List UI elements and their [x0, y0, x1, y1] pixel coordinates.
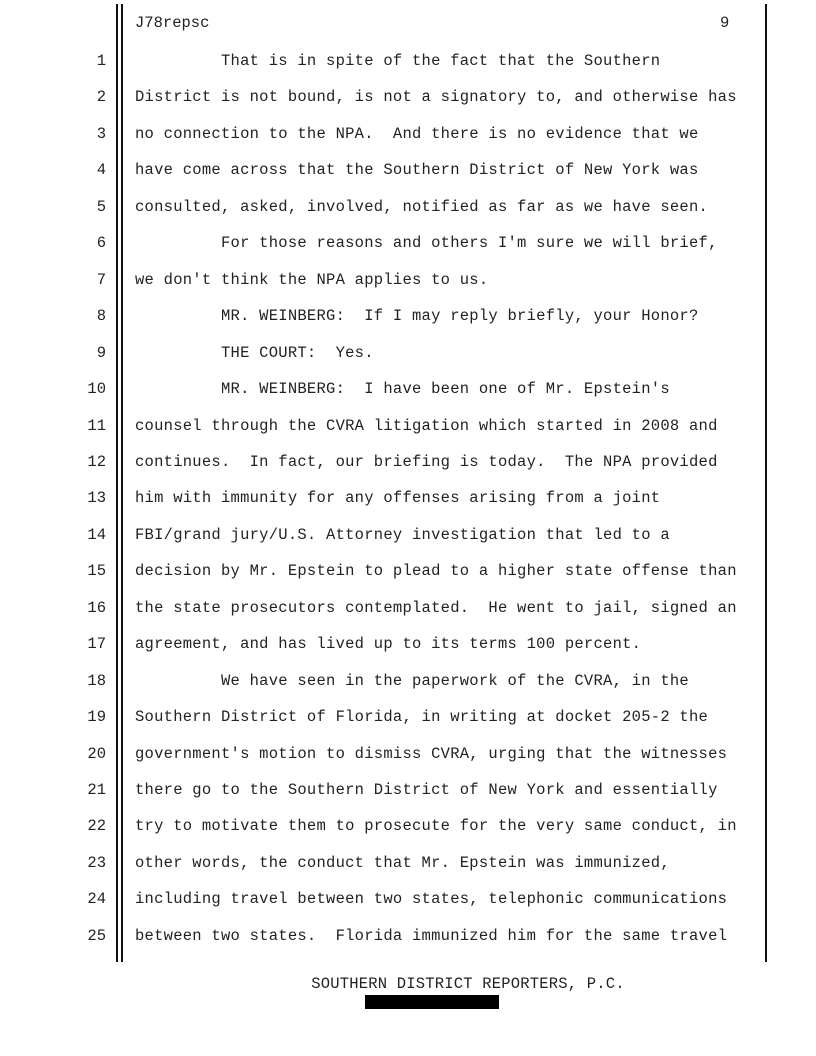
transcript-code: J78repsc: [135, 14, 210, 32]
transcript-line: between two states. Florida immunized him for the same travel: [135, 926, 728, 945]
right-margin-rule: [765, 4, 767, 962]
line-number: 13: [87, 489, 106, 508]
line-number: 20: [87, 744, 106, 763]
line-number: 10: [87, 380, 106, 399]
page-number: 9: [720, 14, 730, 32]
line-number: 16: [87, 598, 106, 617]
left-margin-rule-outer: [116, 4, 118, 962]
transcript-line: agreement, and has lived up to its terms 100 percent.: [135, 635, 642, 654]
transcript-line: We have seen in the paperwork of the CVRA, in the: [135, 671, 689, 690]
transcript-line: That is in spite of the fact that the Southern: [135, 52, 661, 70]
line-number: 6: [96, 234, 106, 253]
transcript-line: THE COURT: Yes.: [135, 343, 374, 362]
left-margin-rule-inner: [121, 4, 123, 962]
transcript-line: FBI/grand jury/U.S. Attorney investigation that led to a: [135, 525, 670, 544]
line-number: 11: [87, 416, 106, 435]
line-number: 15: [87, 562, 106, 581]
line-number: 18: [87, 671, 106, 690]
line-number: 25: [87, 926, 106, 945]
transcript-line: consulted, asked, involved, notified as far as we have seen.: [135, 197, 709, 216]
transcript-line: MR. WEINBERG: If I may reply briefly, your Honor?: [135, 307, 699, 326]
line-number: 9: [96, 343, 106, 362]
line-number: 8: [96, 307, 106, 326]
line-number: 14: [87, 525, 106, 544]
line-number: 7: [96, 270, 106, 289]
transcript-line: continues. In fact, our briefing is today. The NPA provided: [135, 452, 718, 471]
transcript-line: him with immunity for any offenses arising from a joint: [135, 489, 661, 508]
transcript-line: MR. WEINBERG: I have been one of Mr. Epstein's: [135, 380, 670, 399]
transcript-line: counsel through the CVRA litigation which started in 2008 and: [135, 416, 718, 435]
transcript-line: there go to the Southern District of New York and essentially: [135, 781, 718, 799]
line-number: 19: [87, 708, 106, 727]
line-number: 22: [87, 817, 106, 836]
transcript-line: For those reasons and others I'm sure we will brief,: [135, 234, 718, 253]
redaction-bar: [365, 995, 499, 1009]
line-number: 12: [87, 452, 106, 471]
transcript-line: other words, the conduct that Mr. Epstein was immunized,: [135, 853, 670, 872]
reporter-footer: SOUTHERN DISTRICT REPORTERS, P.C.: [311, 975, 625, 993]
transcript-line: Southern District of Florida, in writing at docket 205-2 the: [135, 708, 709, 727]
line-number: 23: [87, 853, 106, 872]
line-number: 3: [96, 124, 106, 143]
transcript-line: District is not bound, is not a signatory to, and otherwise has: [135, 88, 737, 107]
transcript-line: the state prosecutors contemplated. He went to jail, signed an: [135, 598, 737, 617]
line-number: 24: [87, 890, 106, 909]
transcript-line: have come across that the Southern District of New York was: [135, 161, 699, 180]
line-number: 21: [87, 781, 106, 799]
transcript-line: government's motion to dismiss CVRA, urging that the witnesses: [135, 744, 728, 763]
line-number: 17: [87, 635, 106, 654]
transcript-line: decision by Mr. Epstein to plead to a higher state offense than: [135, 562, 737, 581]
transcript-line: try to motivate them to prosecute for the very same conduct, in: [135, 817, 737, 836]
line-number: 5: [96, 197, 106, 216]
line-number: 2: [96, 88, 106, 107]
transcript-line: including travel between two states, telephonic communications: [135, 890, 728, 909]
line-number: 4: [96, 161, 106, 180]
transcript-line: we don't think the NPA applies to us.: [135, 270, 489, 289]
line-number: 1: [96, 52, 106, 70]
transcript-line: no connection to the NPA. And there is no evidence that we: [135, 124, 699, 143]
